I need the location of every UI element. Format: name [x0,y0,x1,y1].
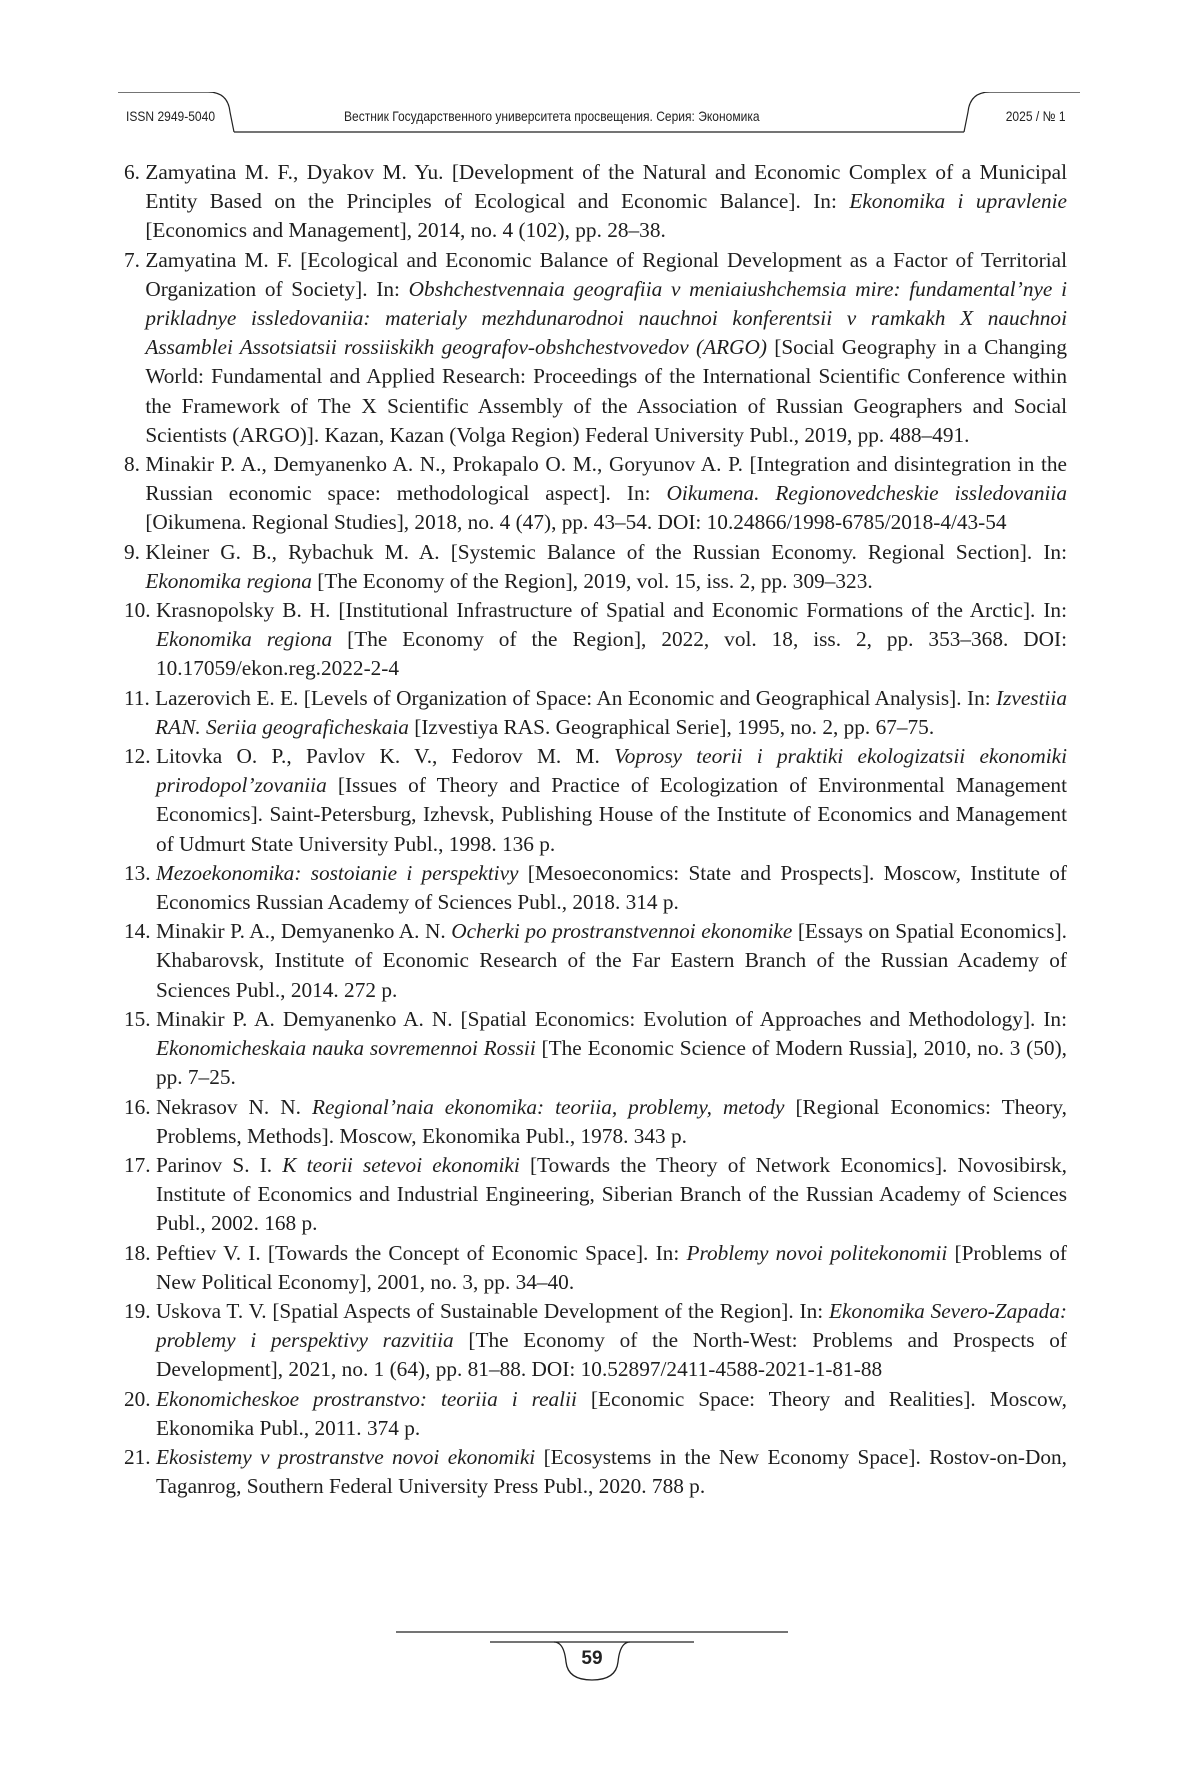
reference-number: 8. [124,452,140,477]
reference-segment: Lazerovich E. E. [Levels of Organization of Space: An Economic and Geographical Analysis]. In: [155,685,997,710]
reference-item [124,1005,1067,1093]
reference-item [124,859,1067,917]
reference-source-title: Mezoekonomika: sostoianie i perspektivy [155,860,519,885]
reference-segment: Parinov S. I. [155,1152,283,1177]
reference-number: 19. [124,1298,151,1323]
reference-item [124,742,1067,859]
reference-number: 11. [124,685,150,710]
reference-source-title: Ekonomika regiona [155,627,333,652]
reference-item [124,1443,1067,1501]
journal-title: Вестник Государственного университета просвещения. Серия: Экономика [344,108,760,124]
reference-text [156,742,1067,859]
reference-segment: [Social Geography in a Changing World: Fundamental and Applied Research: Proceedings of the International Scientific Conference within the Framework of The X Scientific Assembly of the Association of Russian Geographers and Social Scientists (ARGO)]. Kazan, Kazan (Volga Region) Federal University Publ., 2019, pp. 488–491. [145,335,1067,447]
reference-segment: Minakir P. A., Demyanenko A. N., Prokapalo O. M., Goryunov A. P. [Integration and disintegration in the Russian economic space: methodological aspect]. In: [145,452,1067,506]
reference-segment: Litovka O. P., Pavlov K. V., Fedorov M. M. [155,744,615,769]
reference-source-title: Ekonomika i upravlenie [849,189,1067,214]
reference-number: 21. [124,1444,151,1469]
reference-segment: [Mesoeconomics: State and Prospects]. Moscow, Institute of Economics Russian Academy of Sciences Publ., 2018. 314 p. [155,860,1068,915]
running-header [118,92,1080,142]
reference-segment: [The Economy of the Region], 2022, vol. 18, iss. 2, pp. 353–368. DOI: 10.17059/ekon.reg.2022-2-4 [155,627,1068,681]
reference-segment: [Economic Space: Theory and Realities]. Moscow, Ekonomika Publ., 2011. 374 p. [155,1386,1067,1440]
reference-item [124,917,1067,1005]
reference-item [124,1297,1067,1385]
reference-source-title: Problemy novoi politekonomii [686,1240,948,1265]
reference-source-title: Oikumena. Regionovedcheskie issledovaniia [666,481,1067,506]
reference-text [156,1005,1067,1093]
reference-source-title: Obshchestvennaia geografiia v meniaiushchemsia mire: fundamental’nye i prikladnye issledovaniia: materialy mezhdunarodnoi nauchnoi konferentsii v ramkakh X nauchnoi Assamblei Assotsiatsii rossiiskikh geografov-obshchestvovedov (ARGO) [145,276,1068,360]
journal-issn: ISSN 2949-5040 [126,108,216,124]
reference-segment: Kleiner G. B., Rybachuk M. A. [Systemic Balance of the Russian Economy. Regional Section]. In: [145,539,1067,564]
reference-text [145,158,1067,246]
reference-source-title: Ocherki po prostranstvennoi ekonomike [451,919,793,944]
reference-segment: Minakir P. A., Demyanenko A. N. [155,919,452,944]
reference-text [156,1093,1067,1151]
reference-source-title: Ekonomicheskaia nauka sovremennoi Rossii [155,1036,536,1061]
reference-source-title: Ekonomika Severo-Zapada: problemy i perspektivy razvitiia [155,1298,1067,1353]
reference-source-title: Ekonomika regiona [145,568,312,593]
reference-item [124,1151,1067,1239]
reference-item [124,538,1067,596]
reference-number: 6. [124,160,140,184]
reference-segment: Zamyatina M. F. [Ecological and Economic Balance of Regional Development as a Factor of Territorial Organization of Society]. In: [145,247,1067,301]
reference-number: 12. [124,744,151,769]
reference-item [124,1093,1067,1151]
reference-number: 13. [124,860,151,885]
reference-number: 14. [124,919,151,944]
reference-source-title: Ekosistemy v prostranstve novoi ekonomiki [155,1444,536,1469]
reference-segment: Minakir P. A. Demyanenko A. N. [Spatial Economics: Evolution of Approaches and Methodology]. In: [155,1006,1067,1031]
reference-segment: [Oikumena. Regional Studies], 2018, no. 4 (47), pp. 43–54. DOI: 10.24866/1998-6785/2018-4/43-54 [145,510,1007,535]
reference-segment: [The Economy of the Region], 2019, vol. 15, iss. 2, pp. 309–323. [311,568,873,593]
reference-item [124,1239,1067,1297]
reference-source-title: Voprosy teorii i praktiki ekologizatsii ekonomiki prirodopol’zovaniia [155,744,1067,798]
reference-source-title: Ekonomicheskoe prostranstvo: teoriia i realii [155,1386,577,1411]
reference-text [156,1151,1067,1239]
reference-segment: Zamyatina M. F., Dyakov M. Yu. [Development of the Natural and Economic Complex of a Municipal Entity Based on the Principles of Ecological and Economic Balance]. In: [145,160,1067,214]
reference-text [155,684,1067,742]
reference-segment: [Economics and Management], 2014, no. 4 (102), pp. 28–38. [145,218,666,243]
reference-segment: [The Economic Science of Modern Russia], 2010, no. 3 (50), pp. 7–25. [155,1036,1067,1090]
reference-source-title: Izvestiia RAN. Seriia geograficheskaia [155,685,1067,739]
reference-segment: [Ecosystems in the New Economy Space]. Rostov-on-Don, Taganrog, Southern Federal University Press Publ., 2020. 788 p. [155,1444,1067,1499]
page-footer [396,1630,788,1690]
reference-number: 17. [124,1152,151,1177]
reference-number: 20. [124,1386,151,1411]
reference-item [124,450,1067,538]
reference-text [156,1443,1067,1501]
reference-text [145,538,1067,596]
reference-number: 18. [124,1240,151,1265]
reference-item [124,158,1067,246]
reference-item [124,1385,1067,1443]
reference-segment: [The Economy of the North-West: Problems and Prospects of Development], 2021, no. 1 (64), pp. 81–88. DOI: 10.52897/2411-4588-2021-1-81-88 [155,1328,1068,1382]
reference-source-title: Regional’naia ekonomika: teoriia, problemy, metody [311,1094,785,1119]
reference-segment: [Essays on Spatial Economics]. Khabarovsk, Institute of Economic Research of the Far Eastern Branch of the Russian Academy of Sciences Publ., 2014. 272 p. [155,919,1067,1002]
reference-segment: [Regional Economics: Theory, Problems, Methods]. Moscow, Ekonomika Publ., 1978. 343 p. [155,1094,1068,1148]
reference-text [156,917,1067,1005]
reference-item [124,246,1067,450]
reference-number: 16. [124,1094,151,1119]
reference-segment: [Towards the Theory of Network Economics]. Novosibirsk, Institute of Economics and Industrial Engineering, Siberian Branch of the Russian Academy of Sciences Publ., 2002. 168 p. [155,1152,1067,1236]
journal-issue: 2025 / № 1 [1006,108,1066,124]
reference-segment: Nekrasov N. N. [155,1094,312,1119]
reference-segment: Peftiev V. I. [Towards the Concept of Economic Space]. In: [155,1240,687,1265]
reference-segment: Uskova T. V. [Spatial Aspects of Sustainable Development of the Region]. In: [155,1298,829,1323]
reference-number: 10. [124,598,151,623]
reference-item [124,596,1067,684]
page-number: 59 [581,1648,603,1669]
reference-text [156,859,1067,917]
reference-segment: Krasnopolsky B. H. [Institutional Infrastructure of Spatial and Economic Formations of the Arctic]. In: [155,598,1067,623]
reference-segment: [Problems of New Political Economy], 2001, no. 3, pp. 34–40. [155,1240,1067,1294]
reference-item [124,684,1067,742]
reference-source-title: K teorii setevoi ekonomiki [282,1152,520,1177]
reference-number: 9. [124,539,140,564]
reference-number: 7. [124,247,140,272]
reference-text [145,246,1067,450]
reference-text [156,1385,1067,1443]
reference-list [124,158,1067,1501]
reference-text [156,1297,1067,1385]
reference-text [156,1239,1067,1297]
reference-segment: [Izvestiya RAS. Geographical Serie], 1995, no. 2, pp. 67–75. [408,714,935,739]
reference-number: 15. [124,1006,151,1031]
reference-segment: [Issues of Theory and Practice of Ecologization of Environmental Management Economics]. Saint-Petersburg, Izhevsk, Publishing House of the Institute of Economics and Management of Udmurt State University Publ., 1998. 136 p. [155,773,1067,856]
reference-text [145,450,1067,538]
reference-text [156,596,1067,684]
